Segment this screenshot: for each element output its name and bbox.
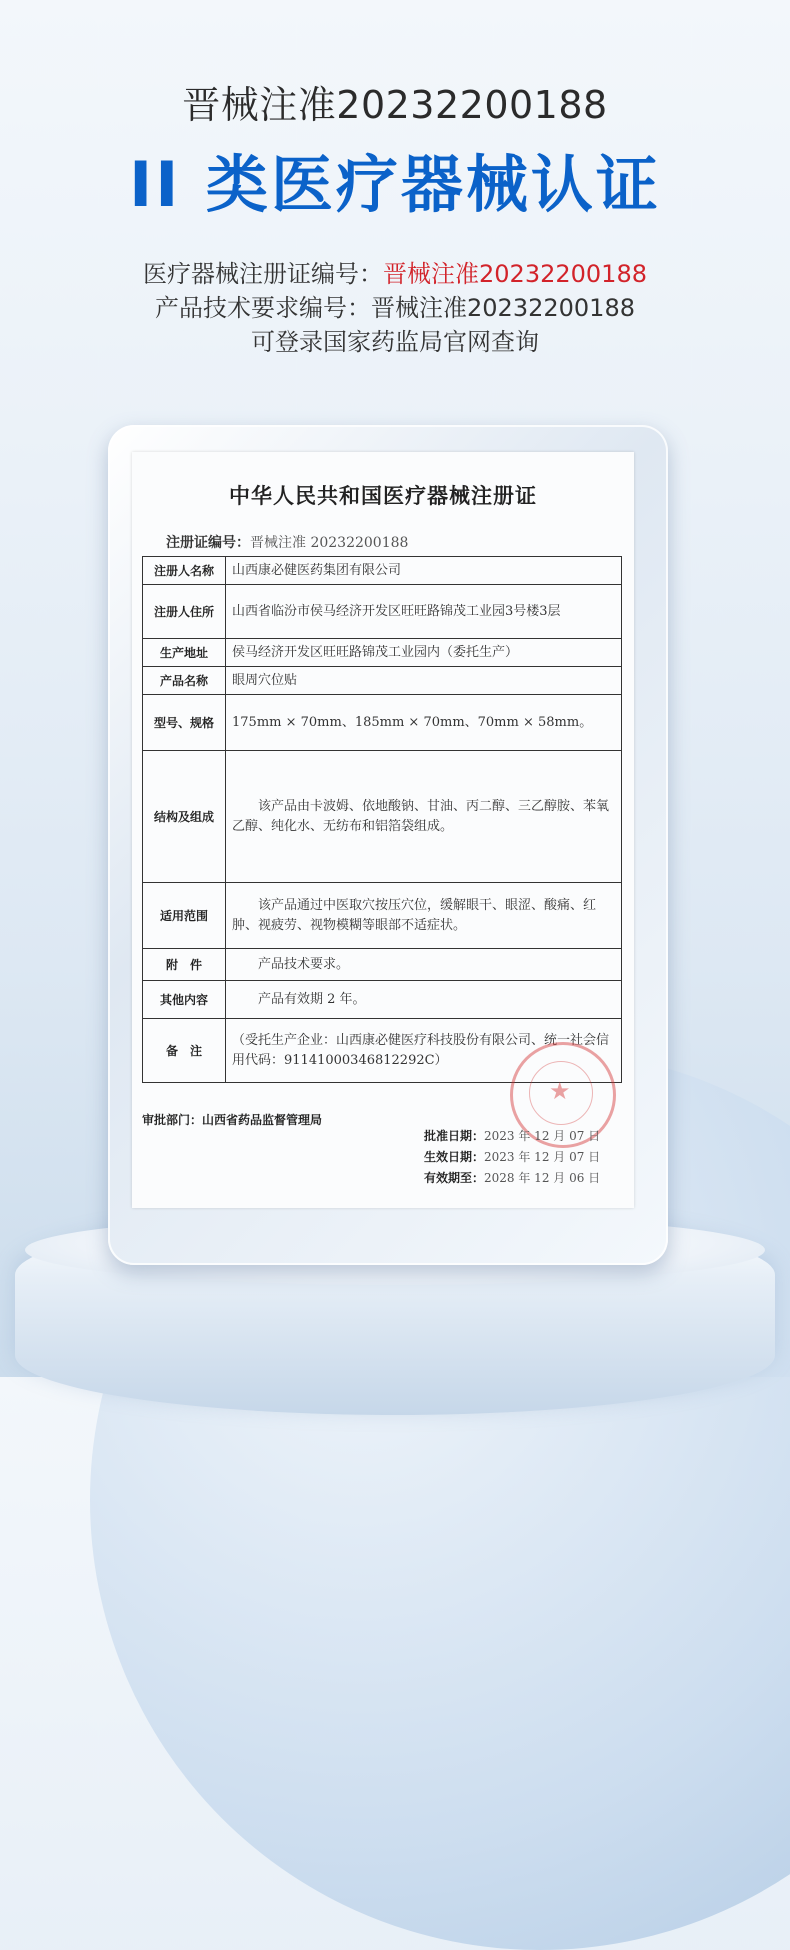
- row-value: （受托生产企业：山西康必健医疗科技股份有限公司、统一社会信用代码：91141000346812292C）: [226, 1019, 622, 1083]
- effective-date-value: 2023 年 12 月 07 日: [484, 1150, 601, 1164]
- table-row: [143, 585, 622, 639]
- expiry-date-value: 2028 年 12 月 06 日: [484, 1171, 601, 1185]
- registration-number: [166, 532, 408, 552]
- table-row: [143, 751, 622, 883]
- row-label: 其他内容: [143, 981, 226, 1019]
- row-label: 结构及组成: [143, 751, 226, 883]
- row-label: 适用范围: [143, 883, 226, 949]
- certificate-title: 中华人民共和国医疗器械注册证: [229, 484, 537, 508]
- top-line: 晋械注准20232200188: [182, 83, 608, 127]
- effective-date: [424, 1147, 600, 1168]
- approve-date-value: 2023 年 12 月 07 日: [484, 1129, 601, 1143]
- seal-star-icon: ★: [549, 1077, 571, 1105]
- row-value: 该产品通过中医取穴按压穴位，缓解眼干、眼涩、酸痛、红肿、视疲劳、视物模糊等眼部不适症状。: [226, 883, 622, 949]
- row-label: 产品名称: [143, 667, 226, 695]
- row-label: 附 件: [143, 949, 226, 981]
- effective-date-label: 生效日期：: [424, 1150, 485, 1164]
- table-row: [143, 639, 622, 667]
- approve-date: [424, 1126, 600, 1147]
- row-value: 该产品由卡波姆、依地酸钠、甘油、丙二醇、三乙醇胺、苯氧乙醇、纯化水、无纺布和铝箔袋组成。: [226, 751, 622, 883]
- info-line-3: 可登录国家药监局官网查询: [251, 328, 539, 356]
- table-row: [143, 667, 622, 695]
- row-value: 产品技术要求。: [226, 949, 622, 981]
- approve-date-label: 批准日期：: [424, 1129, 485, 1143]
- certificate-dates: [424, 1126, 600, 1189]
- registration-number-value: 晋械注准 20232200188: [250, 535, 409, 551]
- row-label: 注册人名称: [143, 557, 226, 585]
- table-row: [143, 949, 622, 981]
- row-value: 眼周穴位贴: [226, 667, 622, 695]
- row-value: 产品有效期 2 年。: [226, 981, 622, 1019]
- approval-department: 审批部门：山西省药品监督管理局: [142, 1113, 323, 1127]
- certificate-paper: [132, 452, 634, 1208]
- info-line-1-value: 晋械注准20232200188: [383, 260, 647, 288]
- expiry-date: [424, 1168, 600, 1189]
- row-value: 山西康必健医药集团有限公司: [226, 557, 622, 585]
- table-row: [143, 557, 622, 585]
- certificate-table: [142, 556, 622, 1083]
- row-value: 山西省临汾市侯马经济开发区旺旺路锦茂工业园3号楼3层: [226, 585, 622, 639]
- info-line-1-label: 医疗器械注册证编号：: [143, 260, 384, 288]
- registration-number-label: 注册证编号：: [166, 535, 250, 551]
- row-label: 生产地址: [143, 639, 226, 667]
- row-value: 175mm × 70mm、185mm × 70mm、70mm × 58mm。: [226, 695, 622, 751]
- row-label: 型号、规格: [143, 695, 226, 751]
- row-label: 备 注: [143, 1019, 226, 1083]
- table-row: [143, 981, 622, 1019]
- row-label: 注册人住所: [143, 585, 226, 639]
- expiry-date-label: 有效期至：: [424, 1171, 485, 1185]
- table-row: [143, 883, 622, 949]
- big-title: II 类医疗器械认证: [129, 148, 661, 221]
- info-line-2: 产品技术要求编号：晋械注准20232200188: [155, 294, 635, 322]
- table-row: [143, 695, 622, 751]
- info-line-1: [0, 254, 790, 289]
- row-value: 侯马经济开发区旺旺路锦茂工业园内（委托生产）: [226, 639, 622, 667]
